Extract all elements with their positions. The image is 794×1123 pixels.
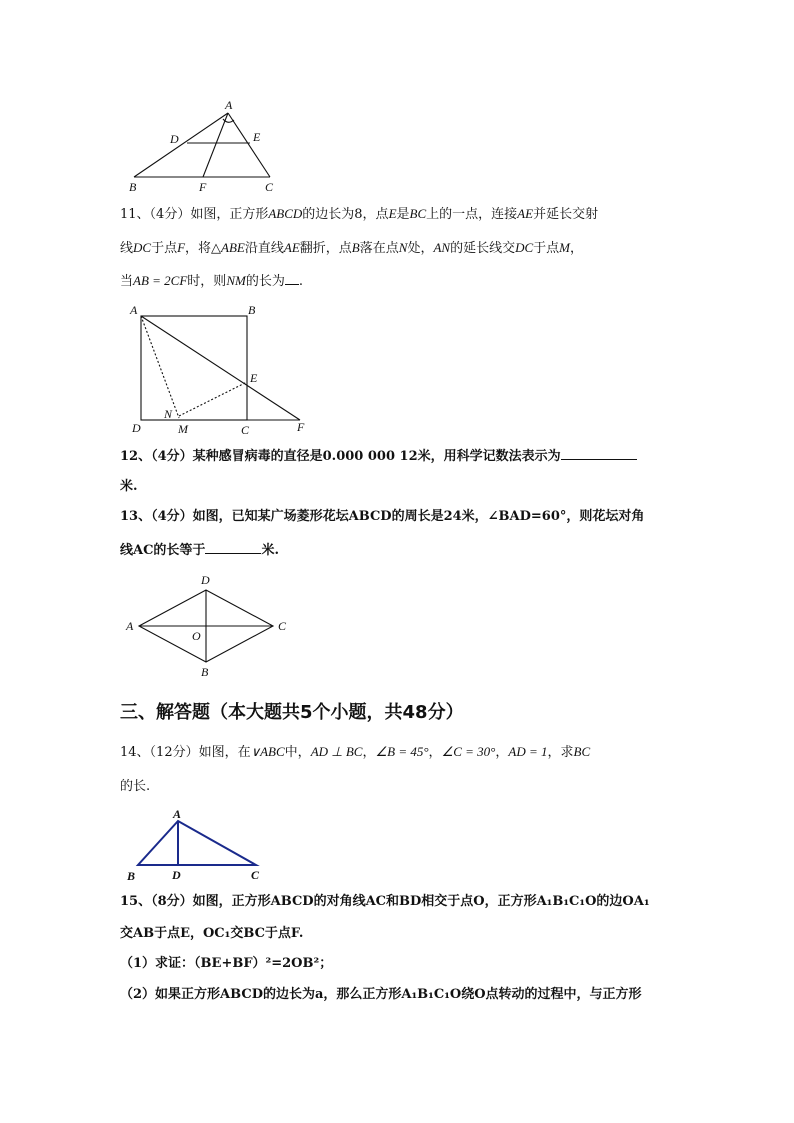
label-a: A: [126, 619, 134, 633]
q13-text: 米.: [261, 543, 279, 558]
q11-text: 沿直线: [244, 241, 284, 256]
figure-rhombus: [120, 570, 300, 682]
q15-line-4: [120, 986, 642, 1004]
var-nm: NM: [226, 273, 246, 288]
var-angle-c: ∠C = 30°: [441, 744, 496, 759]
q13-text: 13、（4分）如图，已知某广场菱形花坛ABCD的周长是24米，∠BAD=60°，则花坛对角: [120, 509, 645, 524]
q11-number: 11、（4分）如图，正方形: [120, 207, 269, 222]
figure-triangle-altitude: [120, 805, 280, 885]
q14-text: 14、（12分）如图，在: [120, 745, 251, 760]
q11-text: 落在点: [359, 241, 399, 256]
q13-text: 线AC的长等于: [120, 543, 206, 558]
q11-text: 并延长交射: [533, 207, 599, 222]
label-b: B: [201, 665, 209, 679]
q15-part-1: （1）求证：（BE+BF）²=2OB²；: [120, 956, 333, 971]
label-c: C: [241, 423, 250, 436]
var-abcd: ABCD: [268, 206, 303, 221]
answer-blank[interactable]: [285, 271, 299, 285]
q11-line-3: [120, 271, 303, 291]
q11-line-2: [120, 239, 583, 258]
var-bc: BC: [409, 206, 427, 221]
var-ad-perp-bc: AD ⊥ BC: [310, 744, 363, 759]
var-m: M: [559, 240, 571, 255]
var-dc: DC: [133, 240, 152, 255]
q15-line-2: [120, 925, 303, 943]
q15-line-1: [120, 893, 650, 911]
var-angle-b: ∠B = 45°: [375, 744, 429, 759]
q14-text: 中，: [284, 745, 311, 760]
var-e: E: [388, 206, 397, 221]
q11-text: 当: [120, 274, 134, 289]
q11-text: 处，: [407, 241, 434, 256]
segment-ne-dashed: [179, 382, 247, 416]
label-d: D: [201, 573, 210, 587]
var-ae: AE: [283, 240, 300, 255]
label-f: F: [199, 180, 207, 194]
q15-text: 交AB于点E，OC₁交BC于点F.: [120, 926, 304, 941]
label-a: A: [173, 807, 182, 821]
figure-triangle-de-parallel: [120, 95, 290, 197]
q11-text: 于点: [151, 241, 178, 256]
q11-text: 的长为: [245, 274, 285, 289]
label-e: E: [250, 371, 258, 385]
label-d: D: [132, 421, 141, 435]
q15-part-2: （2）如果正方形ABCD的边长为a，那么正方形A₁B₁C₁O绕O点转动的过程中，与正方形: [120, 987, 642, 1002]
q12-line-2: [120, 478, 138, 496]
var-bc: BC: [573, 744, 591, 759]
q15-line-3: [120, 955, 332, 973]
square-abcd: [141, 316, 247, 420]
label-b: B: [129, 180, 137, 194]
var-an: AN: [433, 240, 451, 255]
q11-text: 的延长线交: [450, 241, 516, 256]
q11-text: 于点: [533, 241, 560, 256]
q14-line-2: [120, 778, 150, 796]
q14-text: ，: [495, 745, 509, 760]
triangle-abc: [138, 821, 256, 865]
q11-text: 是: [396, 207, 410, 222]
var-n: N: [398, 240, 408, 255]
label-d: D: [172, 868, 181, 882]
var-b: B: [351, 240, 360, 255]
answer-blank[interactable]: [561, 446, 637, 460]
q14-text: ，求: [547, 745, 574, 760]
label-o: O: [192, 629, 201, 643]
segment-af: [203, 113, 228, 177]
label-a: A: [225, 98, 233, 112]
var-ae: AE: [517, 206, 534, 221]
q14-text: 的长.: [120, 779, 151, 794]
label-m: M: [178, 422, 188, 436]
var-triangle-abc: ∨ABC: [250, 744, 285, 759]
q13-line-2: [120, 540, 279, 560]
section-heading: 三、解答题（本大题共5个小题，共48分）: [120, 702, 464, 723]
var-ad: AD = 1: [508, 744, 548, 759]
label-c: C: [278, 619, 287, 633]
label-e: E: [253, 130, 261, 144]
var-condition: AB = 2CF: [133, 273, 188, 288]
q11-text: 翻折，点: [299, 241, 352, 256]
q11-text: 时，则: [187, 274, 227, 289]
label-n: N: [164, 407, 173, 421]
q15-text: 15、（8分）如图，正方形ABCD的对角线AC和BD相交于点O，正方形A₁B₁C₁O的边OA₁: [120, 894, 650, 909]
label-c: C: [251, 868, 260, 882]
segment-ac: [228, 113, 270, 177]
q11-text: ，: [570, 241, 584, 256]
label-f: F: [297, 420, 305, 434]
label-d: D: [170, 132, 179, 146]
q12-tail: 米.: [120, 479, 138, 494]
label-a: A: [130, 303, 138, 317]
answer-blank[interactable]: [205, 540, 261, 554]
q12-text: 12、（4分）某种感冒病毒的直径是0.000 000 12米，用科学记数法表示为: [120, 449, 561, 464]
q14-text: ，: [362, 745, 376, 760]
q12-line-1: [120, 446, 637, 466]
segment-ab: [134, 113, 228, 177]
q11-text: 的边长为8，点: [302, 207, 389, 222]
label-b: B: [127, 869, 136, 883]
q11-text: 线: [120, 241, 134, 256]
q14-text: ，: [428, 745, 442, 760]
q11-line-1: [120, 205, 598, 224]
q11-text: ，将△: [185, 241, 222, 256]
q11-text: .: [298, 274, 303, 289]
segment-af: [141, 316, 300, 420]
var-f: F: [177, 240, 186, 255]
var-abe: ABE: [221, 240, 245, 255]
var-dc: DC: [515, 240, 534, 255]
label-b: B: [248, 303, 256, 317]
label-c: C: [265, 180, 274, 194]
segment-an-dashed: [141, 316, 179, 418]
figure-square-fold: [122, 300, 322, 436]
q11-text: 上的一点，连接: [426, 207, 518, 222]
q13-line-1: [120, 508, 644, 526]
q14-line-1: [120, 743, 590, 762]
